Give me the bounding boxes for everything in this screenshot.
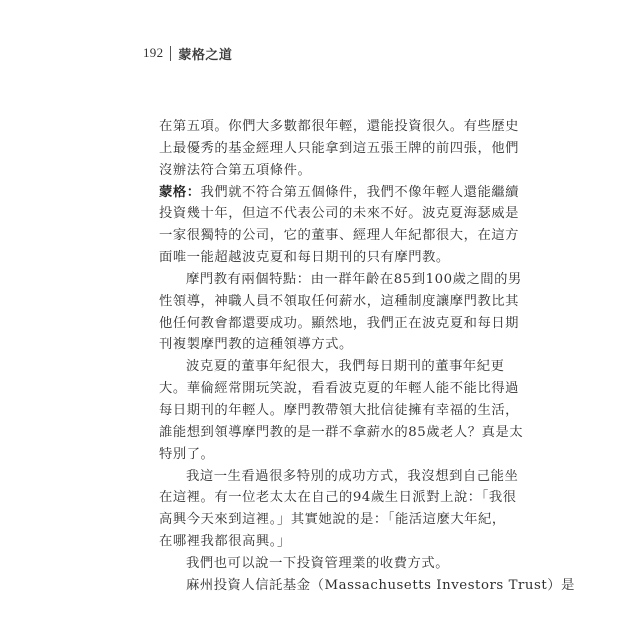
speaker-label: 蒙格： [159,184,201,200]
text-line-19: 高興今天來到這裡。」其實她說的是：「能活這麼大年紀， [159,512,506,528]
text-line-11: 刊複製摩門教的這種領導方式。 [159,337,353,353]
text-line-15: 誰能想到領導摩門教的是一群不拿薪水的85歲老人？真是太 [159,424,524,440]
text-line-18: 在這裡。有一位老太太在自己的94歲生日派對上說：「我很 [159,490,517,506]
header-divider [170,46,171,61]
text-line-20: 在哪裡我都很高興。」 [159,534,291,550]
text-line-12: 波克夏的董事年紀很大，我們每日期刊的董事年紀更 [186,359,505,375]
text-line-8: 摩門教有兩個特點：由一群年齡在85到100歲之間的男 [186,271,522,287]
text-line-13: 大。華倫經常開玩笑說，看看波克夏的年輕人能不能比得過 [159,381,520,397]
text-line-21: 我們也可以說一下投資管理業的收費方式。 [186,555,450,571]
running-header [143,44,232,62]
text-line-17: 我這一生看過很多特別的成功方式，我沒想到自己能坐 [186,468,519,484]
text-line-14: 每日期刊的年輕人。摩門教帶領大批信徒擁有幸福的生活， [159,402,520,418]
text-line-2: 上最優秀的基金經理人只能拿到這五張王牌的前四張，他們 [159,140,520,156]
text-line-3: 沒辦法符合第五項條件。 [159,162,312,178]
text-line-22: 麻州投資人信託基金（Massachusetts Investors Trust）是 [186,577,575,593]
text-line-9: 性領導，神職人員不領取任何薪水，這種制度讓摩門教比其 [159,293,520,309]
text-line-4: 蒙格：我們就不符合第五個條件，我們不像年輕人還能繼續 [159,184,520,200]
text-line-5: 投資幾十年，但這不代表公司的未來不好。波克夏海瑟威是 [159,206,520,222]
body-text [159,116,575,597]
text-line-16: 特別了。 [159,446,215,462]
text-line-7: 面唯一能超越波克夏和每日期刊的只有摩門教。 [159,250,450,266]
page-number: 192 [143,45,164,60]
text-line-10: 他任何教會都還要成功。顯然地，我們正在波克夏和每日期 [159,315,520,331]
text-line-1: 在第五項。你們大多數都很年輕，還能投資很久。有些歷史 [159,119,520,134]
text-line-6: 一家很獨特的公司，它的董事、經理人年紀都很大，在這方 [159,228,520,244]
book-title: 蒙格之道 [178,47,233,63]
